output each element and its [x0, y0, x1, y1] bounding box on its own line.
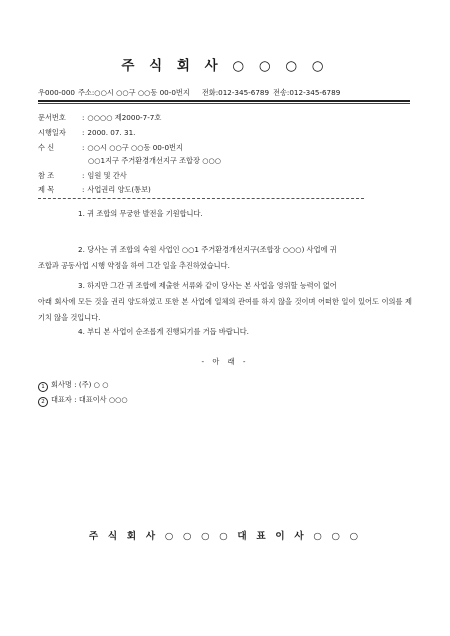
- detail-item-company: [38, 380, 109, 392]
- subject-row: 제 목 : 사업권리 양도(통보): [38, 185, 151, 194]
- circled-number-two: 2: [38, 397, 48, 407]
- date-row: 시행일자 : 2000. 07. 31.: [38, 128, 136, 137]
- address-line: [38, 88, 418, 98]
- detail-company-text: 회사명 : (주) ○ ○: [51, 380, 109, 389]
- doc-number-label: 문서번호: [38, 113, 66, 122]
- reference-value: 임원 및 간사: [87, 171, 127, 180]
- reference-label: 참 조: [38, 171, 55, 180]
- reference-row: 참 조 : 임원 및 간사: [38, 171, 127, 180]
- below-heading: - 아 래 -: [201, 357, 249, 366]
- signature-line: 주 식 회 사 ○ ○ ○ ○ 대 표 이 사 ○ ○ ○: [88, 531, 362, 542]
- phone-number: 전화:012-345-6789: [201, 88, 270, 97]
- meta-divider: [38, 198, 364, 199]
- header-rule-thick: [38, 100, 410, 102]
- paragraph-3: [38, 278, 412, 326]
- address-text: 주소:○○시 ○○구 ○○동 00-0번지: [77, 88, 190, 97]
- paragraph-3-first-line: 3. 하지만 그간 귀 조합에 제출한 서류와 같이 당사는 본 사업을 영위할 능력이 없어: [78, 281, 337, 290]
- date-label: 시행일자: [38, 128, 66, 137]
- paragraph-1: [38, 206, 412, 222]
- paragraph-4-text: 4. 부디 본 사업이 순조롭게 진행되기를 거듭 바랍니다.: [78, 327, 249, 336]
- company-title: 주 식 회 사 ○ ○ ○ ○: [121, 58, 329, 74]
- recipient-label: 수 신: [38, 143, 55, 152]
- paragraph-2-first-line: 2. 당사는 귀 조합의 숙원 사업인 ○○1 주거환경개선지구(조합장 ○○○) 사업에 귀: [78, 245, 337, 254]
- paragraph-2-rest: 조합과 공동사업 시행 약정을 하여 그간 일을 추진하였습니다.: [38, 261, 230, 270]
- recipient-name: ○○1지구 주거환경개선지구 조합장 ○○○: [88, 156, 222, 165]
- detail-representative-text: 대표자 : 대표이사 ○○○: [51, 395, 128, 404]
- recipient-address: ○○시 ○○구 ○○동 00-0번지: [87, 143, 183, 152]
- subject-value: 사업권리 양도(통보): [87, 185, 151, 194]
- paragraph-3-rest: 아래 회사에 모든 것을 권리 양도하였고 또한 본 사업에 일체의 관여를 하지 않을 것이며 어떠한 일이 있어도 이의를 제기치 않을 것입니다.: [38, 297, 412, 322]
- circled-number-one: 1: [38, 382, 48, 392]
- header-rule-thin: [38, 103, 410, 104]
- detail-item-representative: [38, 395, 128, 407]
- fax-number: 전송:012-345-6789: [273, 88, 341, 97]
- doc-number-value: ○○○○ 제2000-7-7호: [87, 113, 162, 122]
- recipient-row: 수 신 : ○○시 ○○구 ○○동 00-0번지: [38, 143, 183, 152]
- recipient-name-row: [88, 156, 221, 166]
- subject-label: 제 목: [38, 185, 55, 194]
- paragraph-1-text: 1. 귀 조합의 무궁한 발전을 기원합니다.: [78, 209, 203, 218]
- date-value: 2000. 07. 31.: [87, 128, 136, 137]
- postal-code: 우000-000: [38, 88, 75, 97]
- paragraph-4: [38, 324, 412, 340]
- doc-number-row: 문서번호 : ○○○○ 제2000-7-7호: [38, 113, 162, 122]
- paragraph-2: [38, 242, 412, 274]
